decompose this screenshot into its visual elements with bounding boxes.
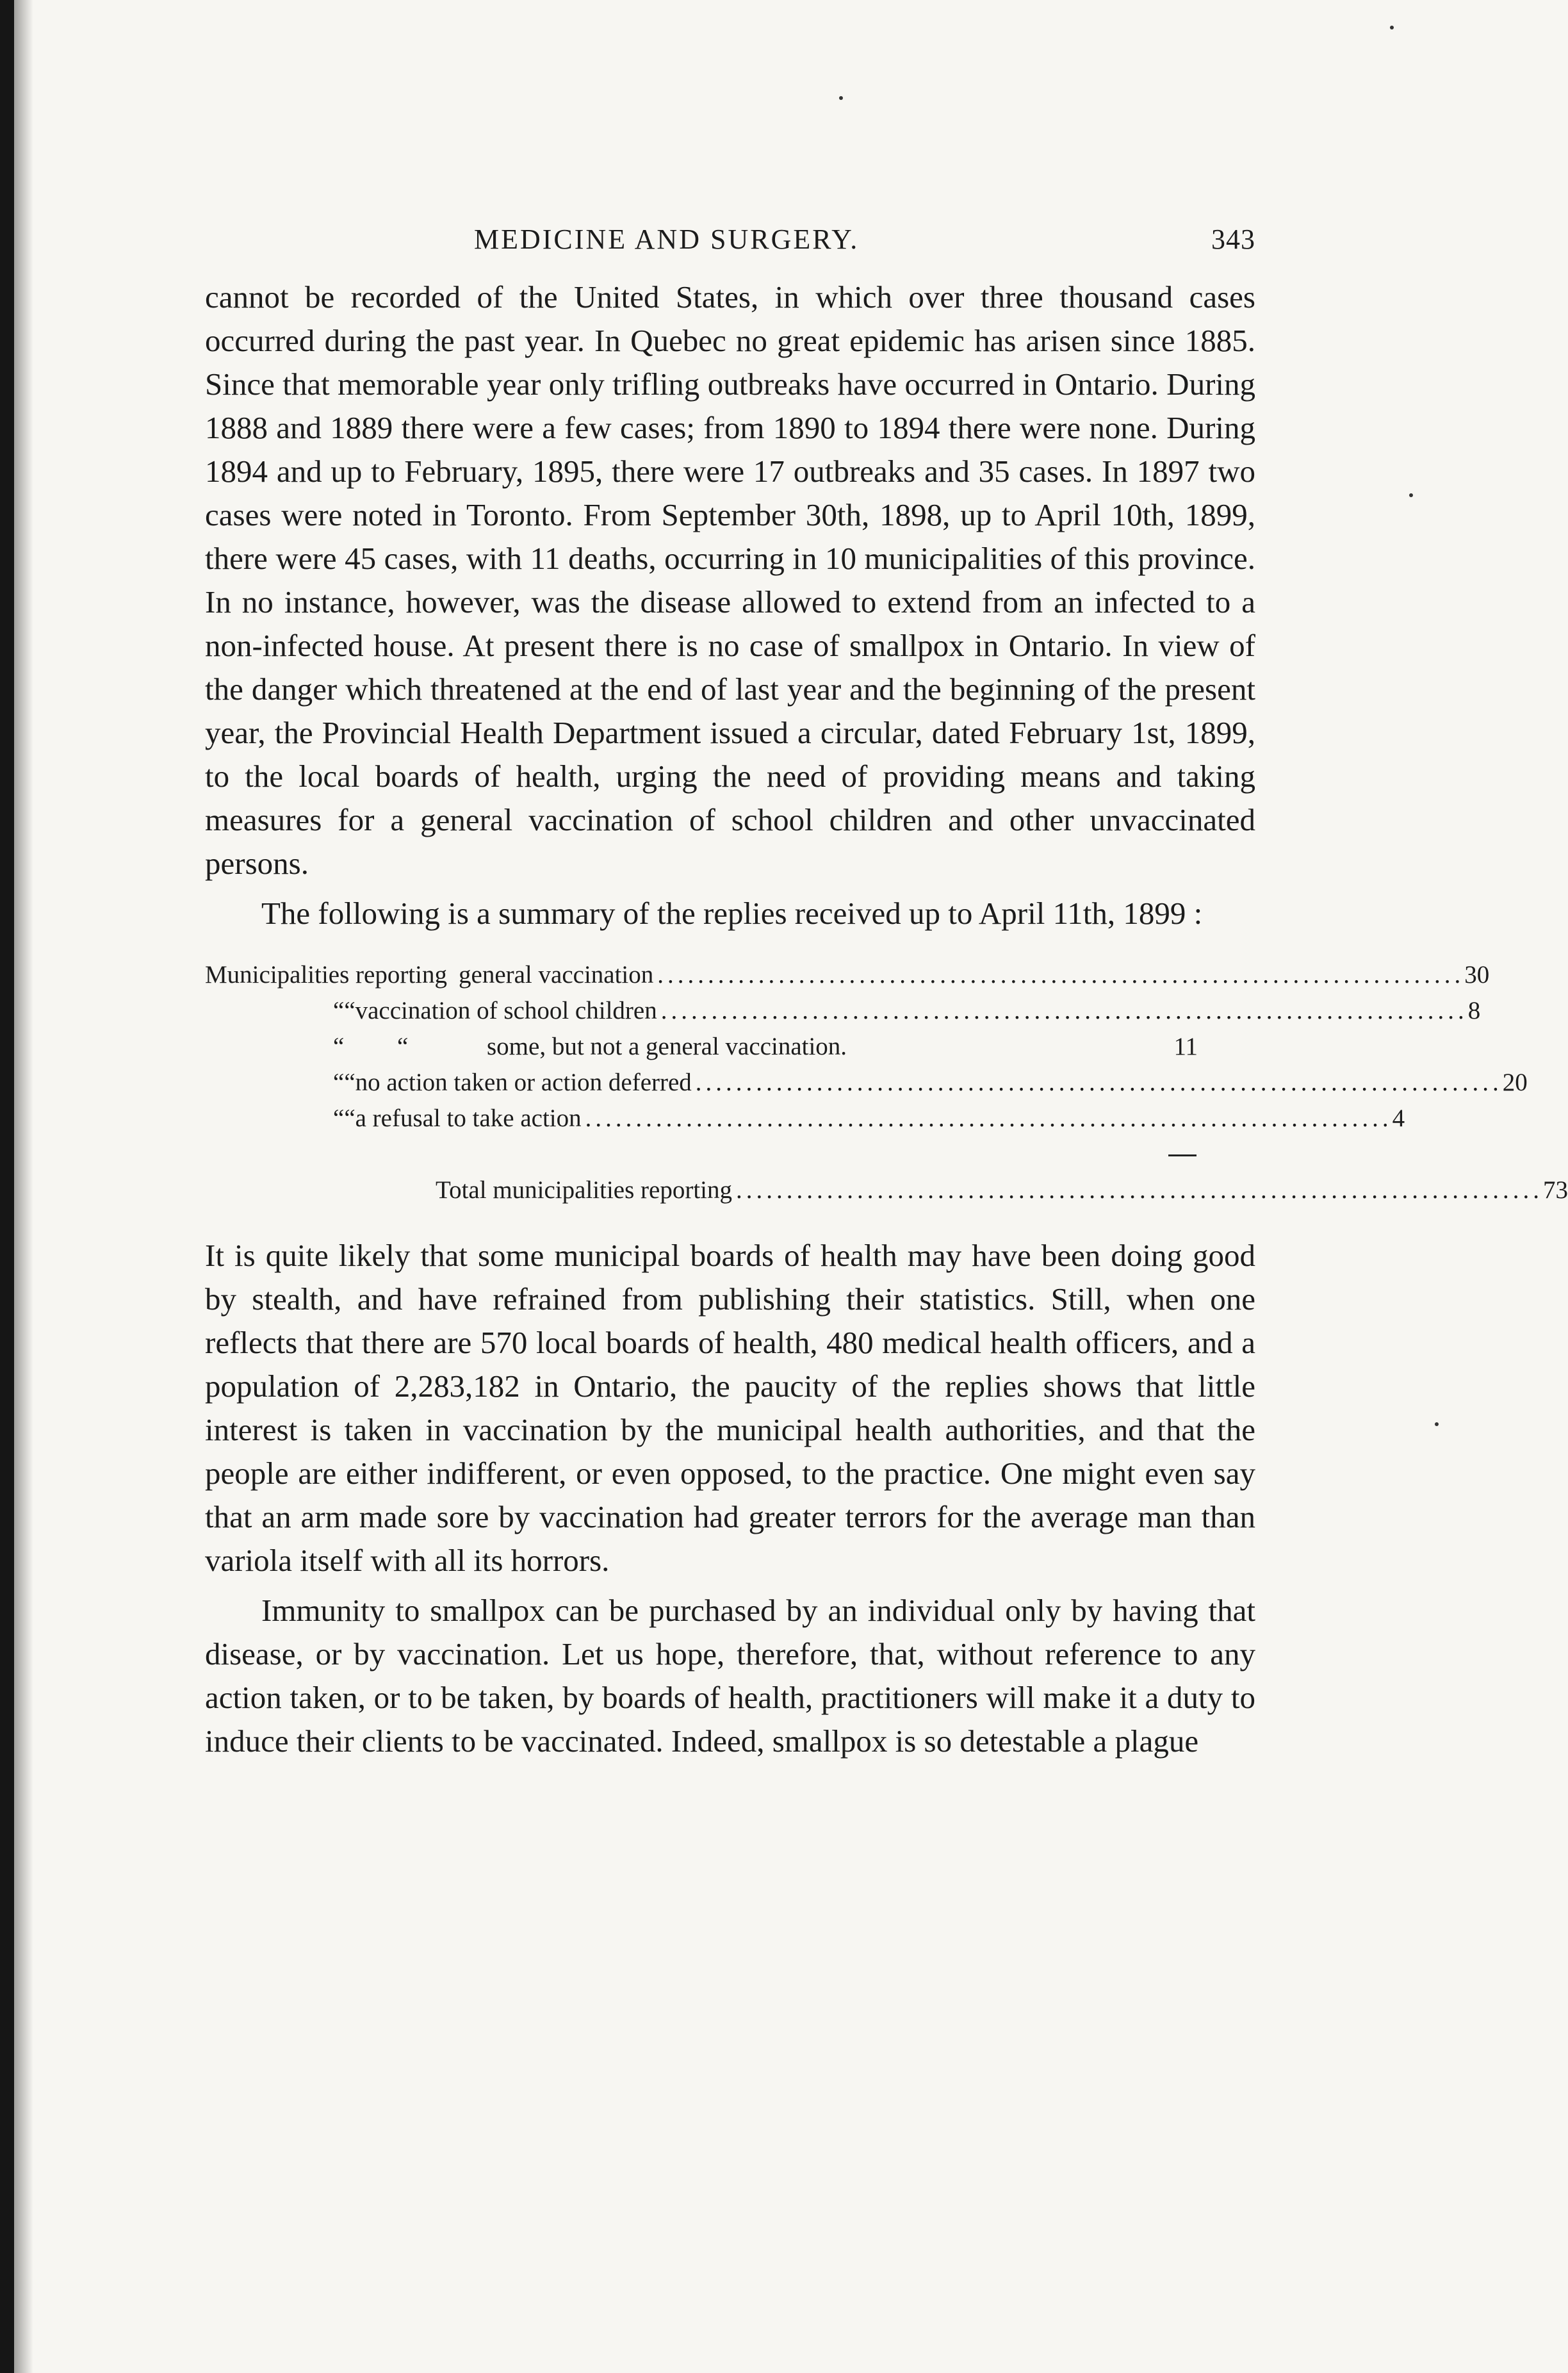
- ditto-mark: “: [344, 1104, 355, 1132]
- summary-row-value: 8: [1467, 997, 1481, 1024]
- binding-shadow: [14, 0, 33, 2373]
- summary-table: [205, 957, 1568, 1208]
- scan-speck: [1409, 493, 1413, 497]
- dot-leader: ................................................................................: [695, 1069, 1503, 1096]
- running-title: MEDICINE AND SURGERY.: [474, 224, 860, 255]
- total-rule: [205, 1137, 1255, 1172]
- summary-row-value: 20: [1502, 1069, 1528, 1096]
- scan-speck: [839, 96, 843, 100]
- ditto-mark: “: [333, 997, 345, 1024]
- summary-row: [205, 1101, 1405, 1137]
- ditto-mark: “: [397, 1033, 409, 1060]
- summary-row-label: vaccination of school children: [355, 997, 657, 1024]
- paragraph-3: It is quite likely that some municipal boards of health may have been doing good by stealth, and have refrained from publishing their statistics. Still, when one reflects that there are 570 local boards of health, 480 medical health officers, and a population of 2,283,182 in Ontario, the paucity of the replies shows that little interest is taken in vaccination by the municipal health authorities, and that the people are either indifferent, or even opposed, to the practice. One might even say that an arm made sore by vaccination had greater terrors for the average man than variola itself with all its horrors.: [205, 1238, 1255, 1578]
- ditto-mark: “: [333, 1104, 345, 1132]
- paragraph-4: Immunity to smallpox can be purchased by an individual only by having that disease, or by vaccination. Let us hope, therefore, that, without reference to any action taken, or to be taken, by boards of health, practitioners will make it a duty to induce their clients to be vaccinated. Indeed, smallpox is so detestable a plague: [205, 1593, 1255, 1759]
- summary-row: [205, 1065, 1528, 1101]
- summary-row: [205, 957, 1490, 993]
- dot-leader: ................................................................................: [660, 997, 1468, 1024]
- summary-row-value: 30: [1464, 961, 1490, 989]
- dot-leader: ................................................................................: [657, 961, 1465, 989]
- scan-speck: [1390, 26, 1394, 29]
- summary-row: [205, 1029, 1255, 1065]
- summary-row-label: some, but not a general vaccination.: [487, 1033, 847, 1060]
- scan-speck: [1435, 1422, 1439, 1426]
- ditto-mark: “: [333, 1069, 345, 1096]
- book-binding-edge: [0, 0, 14, 2373]
- summary-row-lead: Municipalities reporting: [205, 961, 448, 989]
- ditto-mark: “: [333, 1033, 345, 1060]
- dot-leader: ................................................................................: [585, 1104, 1392, 1132]
- paragraph-1: cannot be recorded of the United States, in which over three thousand cases occurred during the past year. In Quebec no great epidemic has arisen since 1885. Since that memorable year only trifling outbreaks have occurred in Ontario. During 1888 and 1889 there were a few cases; from 1890 to 1894 there were none. During 1894 and up to February, 1895, there were 17 outbreaks and 35 cases. In 1897 two cases were noted in Toronto. From September 30th, 1898, up to April 10th, 1899, there were 45 cases, with 11 deaths, occurring in 10 municipalities of this province. In no instance, however, was the disease allowed to extend from an infected to a non-infected house. At present there is no case of smallpox in Ontario. In view of the danger which threatened at the end of last year and the beginning of the present year, the Provincial Health Department issued a circular, dated February 1st, 1899, to the local boards of health, urging the need of providing means and taking measures for a general vaccination of school children and other unvaccinated persons.: [205, 279, 1255, 881]
- ditto-mark: “: [344, 997, 355, 1024]
- summary-row: [205, 993, 1481, 1029]
- summary-total-value: 73: [1543, 1176, 1568, 1204]
- summary-total-row: [205, 1172, 1568, 1208]
- dot-leader: ................................................................................: [736, 1176, 1543, 1204]
- summary-row-label: no action taken or action deferred: [355, 1069, 692, 1096]
- document-page: [205, 218, 1568, 1763]
- summary-row-value: 11: [1173, 1033, 1198, 1060]
- summary-row-value: 4: [1392, 1104, 1405, 1132]
- ditto-mark: “: [344, 1069, 355, 1096]
- paragraph-2: The following is a summary of the replies received up to April 11th, 1899 :: [261, 896, 1203, 931]
- page-number: 343: [1211, 224, 1255, 255]
- running-header: [205, 218, 1255, 275]
- summary-row-label: a refusal to take action: [355, 1104, 582, 1132]
- summary-row-label: general vaccination: [459, 961, 654, 989]
- summary-total-label: Total municipalities reporting: [436, 1176, 732, 1204]
